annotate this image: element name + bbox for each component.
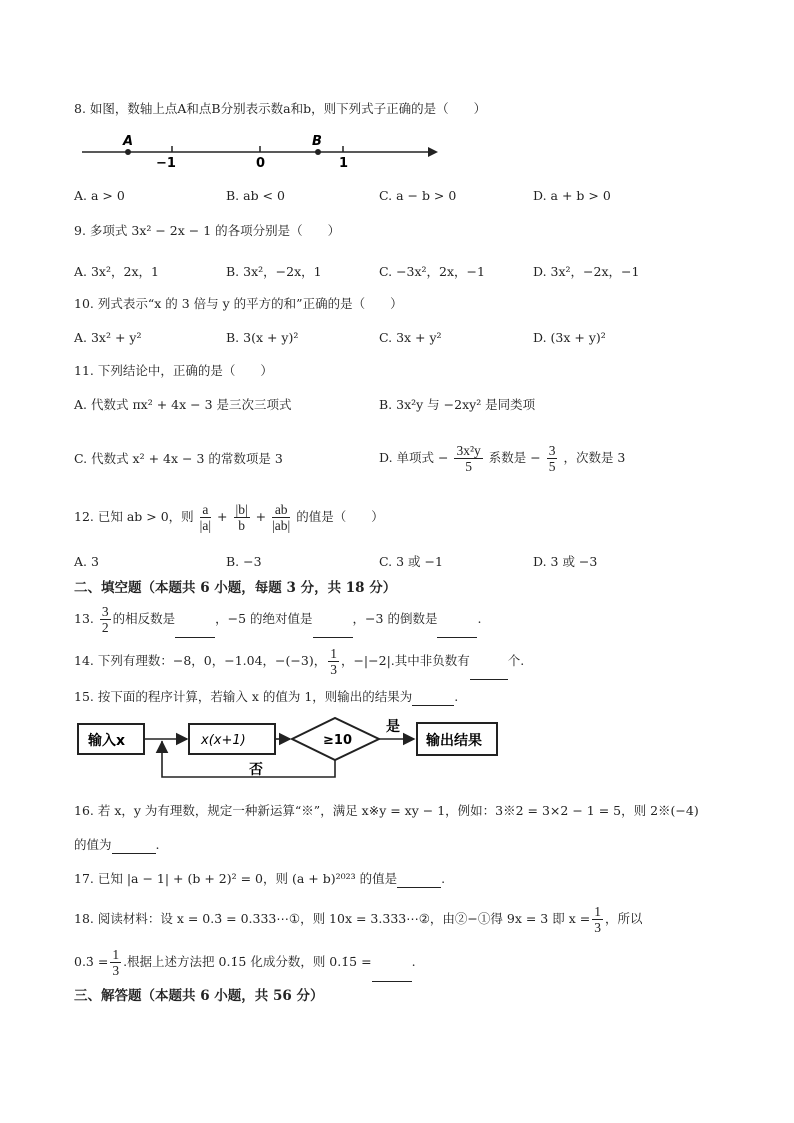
q10-option-a: A. 3x² + y² (74, 330, 142, 345)
q14-fraction (328, 646, 339, 677)
program-flowchart (74, 713, 504, 783)
tick-1: 1 (339, 156, 349, 171)
q12-stem-suffix: 的值是（ ） (296, 509, 384, 524)
q14-text-pre: 14. 下列有理数：−8，0，−1.04，−(−3)， (74, 653, 327, 668)
section-2-title: 二、填空题（本题共 6 小题，每题 3 分，共 18 分） (74, 580, 397, 596)
q14-text-end: 个. (507, 653, 525, 668)
q11-d-fraction2 (547, 443, 558, 474)
q14-f-den: 3 (330, 662, 337, 677)
q9-stem: 9. 多项式 3x² − 2x − 1 的各项分别是（ ） (74, 223, 341, 238)
q16-end: . (155, 837, 160, 852)
label-b: B (312, 134, 322, 149)
q12-f2-num: |b| (235, 502, 248, 517)
q13-blank-2[interactable] (313, 623, 353, 638)
q12-f3-num: ab (272, 502, 290, 518)
q13-text-2: ，−5 的绝对值是 (215, 611, 313, 626)
tick-0: 0 (256, 156, 266, 171)
q18-f1-num: 1 (594, 904, 601, 919)
q11-d-denominator: 5 (465, 459, 472, 474)
q8-option-b: B. ab < 0 (226, 188, 285, 203)
q12-f2-den: b (238, 518, 245, 533)
q13-number: 13. (74, 611, 94, 626)
q15-stem-end: . (454, 689, 459, 704)
q8-option-c: C. a − b > 0 (379, 188, 457, 203)
q12-fraction-2 (234, 502, 250, 533)
q18-line-1-post: ，所以 (604, 911, 643, 926)
q10-stem: 10. 列式表示“x 的 3 倍与 y 的平方的和”正确的是（ ） (74, 296, 403, 311)
q12-fraction-1 (200, 502, 211, 533)
flow-input-text: 输入x (88, 733, 126, 749)
q16-blank[interactable] (112, 839, 156, 854)
q18-blank[interactable] (372, 967, 412, 982)
q16-line-2-text: 的值为 (74, 837, 112, 852)
q13-text-1: 的相反数是 (112, 611, 176, 626)
flow-cond-text: ≥10 (323, 733, 352, 748)
q11-option-a: A. 代数式 πx² + 4x − 3 是三次三项式 (74, 397, 292, 412)
q18-line-1 (74, 899, 642, 939)
flow-op-text: x(x+1) (201, 733, 246, 748)
q11-d-numerator: 3x²y (456, 443, 481, 458)
q12-option-c: C. 3 或 −1 (379, 554, 443, 569)
q15-blank[interactable] (412, 691, 454, 706)
q13-blank-3[interactable] (437, 623, 477, 638)
q8-stem: 8. 如图，数轴上点A和点B分别表示数a和b，则下列式子正确的是（ ） (74, 101, 487, 116)
q12-f1-num: a (200, 502, 211, 518)
q10-option-b: B. 3(x + y)² (226, 330, 299, 345)
q18-fraction-2 (110, 947, 121, 978)
q18-f2-num: 1 (112, 947, 120, 962)
q16-line-2 (74, 836, 160, 854)
flow-output-text: 输出结果 (426, 733, 482, 749)
q11-stem: 11. 下列结论中，正确的是（ ） (74, 363, 273, 378)
q12-f1-den: |a| (199, 518, 212, 533)
tick-neg1: −1 (156, 156, 176, 171)
q18-end: . (411, 954, 416, 969)
q12-fraction-3 (272, 502, 290, 533)
q10-option-c: C. 3x + y² (379, 330, 442, 345)
q11-option-b: B. 3x²y 与 −2xy² 是同类项 (379, 397, 536, 412)
q12-option-b: B. −3 (226, 554, 262, 569)
q18-line-2 (74, 942, 416, 982)
q17-stem: 17. 已知 |a − 1| + (b + 2)² = 0，则 (a + b)²⁰²³ 的值是 (74, 871, 398, 886)
q8-option-a: A. a > 0 (74, 188, 125, 203)
q13-fraction (100, 604, 111, 635)
q13-blank-1[interactable] (175, 623, 215, 638)
number-line (80, 130, 450, 172)
q18-line-2-pre: 0.3̇ = (74, 954, 109, 969)
q18-fraction-1 (592, 904, 603, 935)
q14-blank[interactable] (470, 665, 508, 680)
q18-line-1-pre: 18. 阅读材料：设 x = 0.3̇ = 0.333⋯①，则 10x = 3.333⋯②，由②−①得 9x = 3 即 x = (74, 911, 591, 926)
q17-end: . (441, 871, 446, 886)
q18-line-2-post: .根据上述方法把 0.1̇5̇ 化成分数，则 0.1̇5̇ = (123, 954, 372, 969)
q11-d-prefix: D. 单项式 − (379, 450, 449, 465)
q10-option-d: D. (3x + y)² (533, 330, 606, 345)
q14-f-num: 1 (330, 646, 337, 661)
q11-d-fraction (454, 443, 482, 474)
q12-f3-den: |ab| (272, 518, 291, 533)
flow-yes: 是 (386, 719, 400, 735)
section-3-title: 三、解答题（本题共 6 小题，共 56 分） (74, 988, 324, 1004)
q11-option-d (379, 438, 625, 478)
q11-option-c: C. 代数式 x² + 4x − 3 的常数项是 3 (74, 451, 283, 466)
q9-option-b: B. 3x²，−2x，1 (226, 264, 322, 279)
q13-text-3: ，−3 的倒数是 (352, 611, 438, 626)
q13-f-den: 2 (101, 620, 109, 635)
q15-stem (74, 688, 458, 706)
q11-d-middle: 系数是 − (488, 450, 541, 465)
q11-d-numerator2: 3 (548, 443, 556, 458)
q12-plus-1: + (217, 509, 228, 524)
q12-stem (74, 496, 384, 538)
flow-no: 否 (249, 762, 263, 778)
q9-option-a: A. 3x²，2x，1 (74, 264, 159, 279)
q11-d-denominator2: 5 (548, 459, 556, 474)
q13-f-num: 3 (101, 604, 109, 619)
q13-text-4: . (477, 611, 482, 626)
q18-f1-den: 3 (594, 920, 601, 935)
q18-f2-den: 3 (112, 963, 120, 978)
q17-blank[interactable] (397, 873, 441, 888)
label-a: A (123, 134, 134, 149)
q9-option-d: D. 3x²，−2x，−1 (533, 264, 640, 279)
q11-d-suffix: ，次数是 3 (563, 450, 626, 465)
q14-text-post: ，−|−2|.其中非负数有 (340, 653, 470, 668)
q15-stem-text: 15. 按下面的程序计算，若输入 x 的值为 1，则输出的结果为 (74, 689, 413, 704)
q8-option-d: D. a + b > 0 (533, 188, 611, 203)
q9-option-c: C. −3x²，2x，−1 (379, 264, 485, 279)
q13 (74, 600, 481, 638)
q16-line-1: 16. 若 x，y 为有理数，规定一种新运算“※”，满足 x※y = xy − 1，例如：3※2 = 3×2 − 1 = 5，则 2※(−4) (74, 803, 699, 818)
q12-stem-prefix: 12. 已知 ab > 0，则 (74, 509, 194, 524)
q12-option-d: D. 3 或 −3 (533, 554, 598, 569)
q12-option-a: A. 3 (74, 554, 99, 569)
q17 (74, 870, 445, 888)
q12-plus-2: + (255, 509, 267, 524)
q14 (74, 642, 524, 680)
